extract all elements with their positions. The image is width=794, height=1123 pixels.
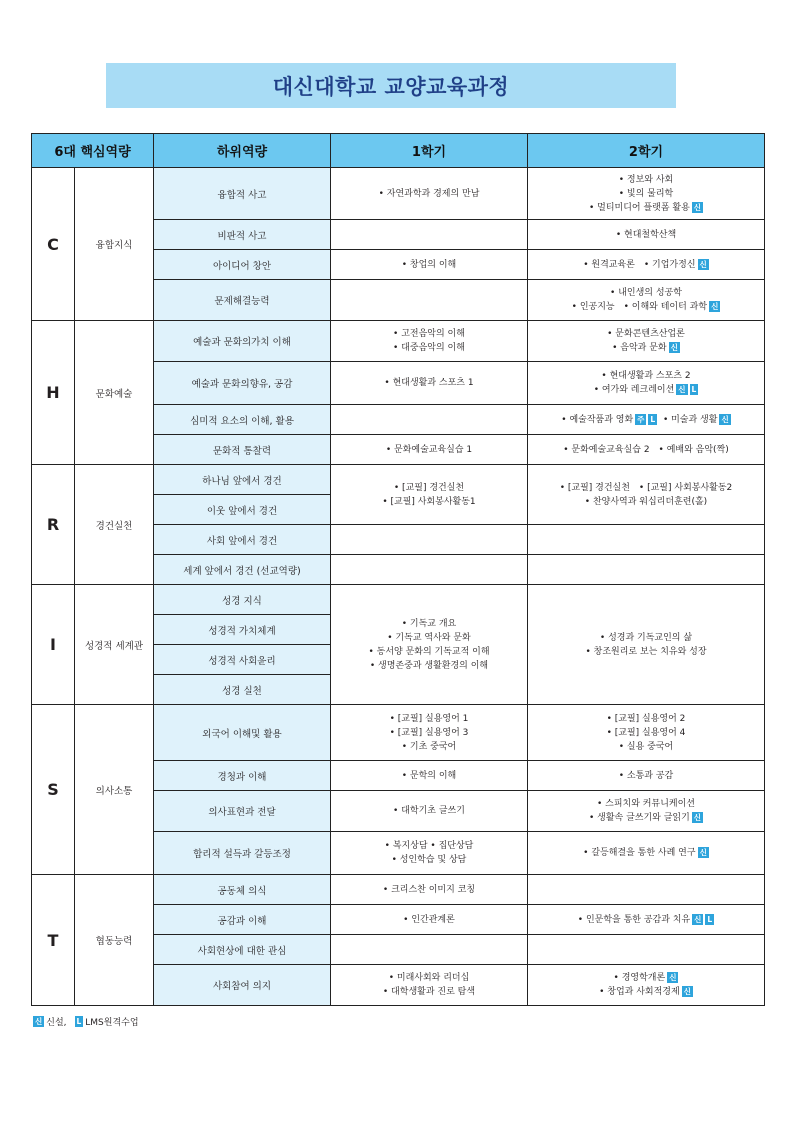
sub-competency: 이웃 앞에서 경건 (154, 495, 331, 525)
course-item: • 정보와 사회 (618, 174, 674, 185)
new-badge: 신 (670, 343, 678, 352)
table-row (32, 465, 765, 495)
semester-1-cell (331, 791, 528, 832)
semester-1-cell (331, 705, 528, 761)
course-item: • 현대생활과 스포츠 2 (601, 371, 691, 381)
course-item: • 문화예술교육실습 1 (385, 444, 473, 455)
new-badge: 신 (669, 973, 677, 982)
legend-new-label: 신설, (46, 1018, 67, 1028)
sub-competency: 성경적 사회윤리 (154, 645, 331, 675)
course-item: • 창업의 이해 (401, 259, 457, 270)
course-item: • 대학기초 글쓰기 (393, 806, 465, 816)
competency-letter: T (32, 875, 75, 1006)
header-core-competency: 6대 핵심역량 (32, 134, 154, 168)
table-row (32, 875, 765, 905)
competency-letter: S (32, 705, 75, 875)
course-item: • 현대생활과 스포츠 1 (384, 378, 474, 388)
course-item: • 창조원리로 보는 치유와 성장 (585, 646, 707, 657)
lms-badge: L (76, 1017, 82, 1026)
semester-1-cell (331, 965, 528, 1006)
course-item: • 인공지능 • 이해와 테이터 과학 신 (571, 302, 719, 312)
semester-2-cell (528, 585, 765, 705)
semester-2-cell (528, 705, 765, 761)
course-item: • 실용 중국어 (618, 741, 674, 752)
semester-2-cell (528, 465, 765, 525)
new-badge: 신 (694, 914, 702, 924)
sub-competency: 문제해결능력 (154, 280, 331, 321)
lms-badge: L (650, 414, 656, 424)
semester-2-cell (528, 525, 765, 555)
course-item: • 기초 중국어 (401, 741, 457, 752)
new-badge: 신 (683, 987, 691, 996)
competency-letter: C (32, 168, 75, 321)
course-item: • 복지상담 • 집단상담 (384, 841, 474, 851)
course-item: • 기독교 개요 (401, 618, 457, 629)
course-item: • 문화예술교육실습 2 • 예배와 음악(짝) (563, 444, 729, 455)
competency-name: 협동능력 (75, 875, 154, 1006)
semester-1-cell (331, 905, 528, 935)
course-item: • 성경과 기독교인의 삶 (599, 632, 693, 643)
sub-competency: 융합적 사고 (154, 168, 331, 220)
course-item: • 생명존중과 생활환경의 이해 (369, 660, 489, 671)
course-item: • [교필] 경건실천 • [교필] 사회봉사활동2 (559, 482, 733, 493)
header-row (32, 134, 765, 168)
semester-1-cell (331, 761, 528, 791)
new-badge: 신 (711, 302, 719, 311)
sub-competency: 사회참여 의지 (154, 965, 331, 1006)
semester-2-cell (528, 168, 765, 220)
new-badge: 신 (693, 202, 702, 212)
course-item: • 기독교 역사와 문화 (387, 632, 471, 643)
semester-1-cell (331, 832, 528, 875)
new-badge: 신 (721, 414, 729, 424)
table-row (32, 168, 765, 220)
sub-competency: 사회현상에 대한 관심 (154, 935, 331, 965)
competency-name: 성경적 세계관 (75, 585, 154, 705)
competency-letter: H (32, 321, 75, 465)
course-item: • [교필] 실용영어 1 (389, 713, 469, 724)
semester-2-cell (528, 555, 765, 585)
course-item: • 대학생활과 진로 탐색 (382, 987, 476, 997)
course-item: • 멀티미디어 플랫폼 활용 신 (588, 202, 702, 213)
new-badge: 신 (699, 848, 707, 857)
competency-letter: R (32, 465, 75, 585)
course-item: • 자연과학과 경제의 만남 (378, 188, 480, 199)
course-item: • 소통과 공감 (618, 770, 674, 781)
new-badge: 신 (678, 385, 686, 394)
course-item: • 스피치와 커뮤니케이션 (597, 799, 695, 809)
sub-competency: 합리적 설득과 갈등조정 (154, 832, 331, 875)
semester-2-cell (528, 405, 765, 435)
sub-competency: 예술과 문화의가치 이해 (154, 321, 331, 362)
course-item: • [교필] 경건실천 (393, 482, 465, 493)
semester-2-cell (528, 280, 765, 321)
course-item: • [교필] 사회봉사활동1 (382, 496, 476, 507)
semester-1-cell (331, 362, 528, 405)
semester-2-cell (528, 250, 765, 280)
ju-badge: 주 (637, 414, 645, 424)
course-item: • 미래사회와 리더십 (388, 973, 470, 983)
semester-1-cell (331, 435, 528, 465)
semester-1-cell (331, 465, 528, 525)
header-sub-competency: 하위역량 (154, 134, 331, 168)
table-row (32, 585, 765, 615)
semester-1-cell (331, 280, 528, 321)
course-item: • 인간관계론 (403, 914, 455, 925)
course-item: • 생활속 글쓰기와 글읽기 신 (588, 813, 702, 823)
course-item: • 내인생의 성공학 (610, 288, 682, 298)
semester-2-cell (528, 875, 765, 905)
sub-competency: 예술과 문화의향유, 공감 (154, 362, 331, 405)
table-row (32, 705, 765, 761)
course-item: • 찬양사역과 워십리더훈련(홀) (584, 496, 708, 507)
new-badge: 신 (699, 259, 707, 269)
sub-competency: 성경 실천 (154, 675, 331, 705)
semester-2-cell (528, 321, 765, 362)
sub-competency: 경청과 이해 (154, 761, 331, 791)
course-item: • 크리스찬 이미지 코칭 (382, 884, 476, 895)
course-item: • 문화콘텐츠산업론 (607, 329, 685, 339)
sub-competency: 문화적 통찰력 (154, 435, 331, 465)
sub-competency: 하나님 앞에서 경건 (154, 465, 331, 495)
semester-2-cell (528, 965, 765, 1006)
semester-2-cell (528, 362, 765, 405)
lms-badge: L (707, 914, 713, 924)
course-item: • 현대철학산책 (615, 229, 677, 240)
course-item: • 인문학을 통한 공감과 치유 신 L (577, 914, 713, 925)
course-item: • 원격교육론 • 기업가정신 신 (583, 259, 707, 270)
curriculum-table (31, 133, 765, 1006)
semester-2-cell (528, 791, 765, 832)
header-semester-1: 1학기 (331, 134, 528, 168)
semester-2-cell (528, 761, 765, 791)
semester-1-cell (331, 250, 528, 280)
course-item: • 빛의 물리학 (618, 188, 674, 199)
semester-2-cell (528, 220, 765, 250)
course-item: • 성인학습 및 상담 (391, 855, 467, 865)
new-badge: 신 (35, 1017, 43, 1026)
competency-name: 융합지식 (75, 168, 154, 321)
semester-2-cell (528, 832, 765, 875)
course-item: • 고전음악의 이해 (393, 329, 465, 339)
competency-name: 경건실천 (75, 465, 154, 585)
page-title: 대신대학교 교양교육과정 (272, 74, 510, 99)
course-item: • 문학의 이해 (401, 770, 457, 781)
sub-competency: 외국어 이해및 활용 (154, 705, 331, 761)
semester-1-cell (331, 220, 528, 250)
header-semester-2: 2학기 (528, 134, 765, 168)
course-item: • 음악과 문화 신 (612, 343, 678, 353)
sub-competency: 세계 앞에서 경건 (선교역량) (154, 555, 331, 585)
course-item: • [교필] 실용영어 3 (389, 727, 469, 738)
sub-competency: 성경 지식 (154, 585, 331, 615)
semester-1-cell (331, 405, 528, 435)
competency-name: 의사소통 (75, 705, 154, 875)
course-item: • [교필] 실용영어 2 (606, 713, 686, 724)
semester-2-cell (528, 905, 765, 935)
title-banner (106, 63, 676, 108)
table-row (32, 321, 765, 362)
course-item: • 동서양 문화의 기독교적 이해 (368, 646, 490, 657)
semester-1-cell (331, 168, 528, 220)
lms-badge: L (691, 385, 697, 394)
semester-2-cell (528, 435, 765, 465)
sub-competency: 공감과 이해 (154, 905, 331, 935)
course-item: • 대중음악의 이해 (393, 343, 465, 353)
new-badge: 신 (693, 813, 702, 822)
legend-lms-label: LMS원격수업 (85, 1018, 139, 1028)
semester-1-cell (331, 875, 528, 905)
sub-competency: 공동체 의식 (154, 875, 331, 905)
sub-competency: 아이디어 창안 (154, 250, 331, 280)
competency-letter: I (32, 585, 75, 705)
course-item: • 여가와 레크레이션 신 L (593, 385, 697, 395)
sub-competency: 사회 앞에서 경건 (154, 525, 331, 555)
course-item: • 갈등해결을 통한 사례 연구 신 (583, 848, 707, 858)
sub-competency: 성경적 가치체계 (154, 615, 331, 645)
semester-1-cell (331, 555, 528, 585)
legend (33, 1015, 139, 1028)
semester-2-cell (528, 935, 765, 965)
semester-1-cell (331, 321, 528, 362)
sub-competency: 의사표현과 전달 (154, 791, 331, 832)
semester-1-cell (331, 525, 528, 555)
course-item: • 창업과 사회적경제 신 (599, 987, 691, 997)
course-item: • 경영학개론 신 (613, 973, 677, 983)
course-item: • [교필] 실용영어 4 (606, 727, 686, 738)
competency-name: 문화예술 (75, 321, 154, 465)
semester-1-cell (331, 585, 528, 705)
sub-competency: 비판적 사고 (154, 220, 331, 250)
course-item: • 예술작품과 영화 주 L • 미술과 생활 신 (561, 414, 729, 425)
semester-1-cell (331, 935, 528, 965)
sub-competency: 심미적 요소의 이해, 활용 (154, 405, 331, 435)
